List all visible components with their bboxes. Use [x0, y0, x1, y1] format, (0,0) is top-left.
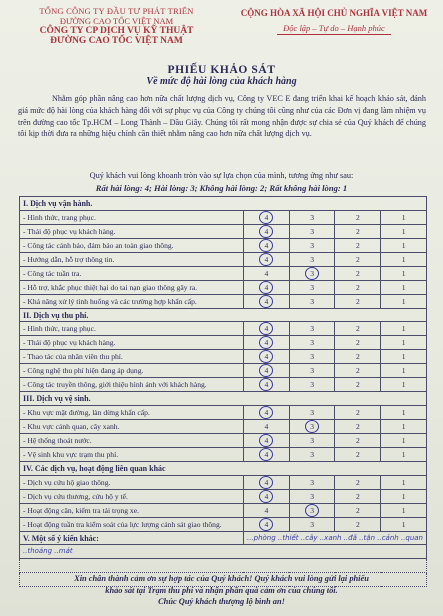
selected-rating-circle[interactable]: 4 — [259, 350, 273, 363]
selected-rating-circle[interactable]: 4 — [259, 253, 273, 266]
rating-cell[interactable] — [243, 434, 289, 448]
org-line-1: TỔNG CÔNG TY ĐẦU TƯ PHÁT TRIỂN — [39, 6, 194, 16]
survey-item-row — [20, 280, 427, 294]
rating-cell[interactable] — [243, 210, 289, 224]
opinion-handwriting-2[interactable]: ..thoáng ..mát — [20, 545, 427, 559]
rating-cell[interactable]: 3 — [289, 364, 335, 378]
instruction-text: Quý khách vui lòng khoanh tròn vào sự lựa chọn của mình, tương ứng như sau: — [89, 171, 354, 180]
nation-block — [229, 8, 439, 36]
rating-cell[interactable]: 2 — [335, 224, 381, 238]
rating-cell[interactable]: 2 — [335, 280, 381, 294]
rating-cell[interactable]: 4 — [243, 420, 289, 434]
rating-cell[interactable] — [243, 294, 289, 308]
rating-cell[interactable]: 3 — [289, 350, 335, 364]
footer-line-2: khảo sát tại Trạm thu phí và nhận phần quà cảm ơn của chúng tôi. — [105, 585, 338, 595]
rating-cell[interactable]: 1 — [381, 322, 427, 336]
rating-cell[interactable] — [289, 503, 335, 517]
rating-cell[interactable]: 2 — [335, 503, 381, 517]
survey-item-row — [20, 489, 427, 503]
rating-cell[interactable]: 3 — [289, 434, 335, 448]
rating-cell[interactable]: 1 — [381, 475, 427, 489]
rating-cell[interactable] — [243, 406, 289, 420]
survey-item-label: - Dịch vụ cứu thương, cứu hộ y tế. — [20, 489, 244, 503]
rating-cell[interactable]: 3 — [289, 280, 335, 294]
rating-cell[interactable]: 2 — [335, 350, 381, 364]
rating-cell[interactable]: 2 — [335, 448, 381, 462]
rating-cell[interactable] — [243, 336, 289, 350]
survey-table — [19, 196, 427, 587]
selected-rating-circle[interactable]: 3 — [305, 267, 319, 280]
rating-cell[interactable]: 3 — [289, 336, 335, 350]
survey-item-label: - Thái độ phục vụ khách hàng. — [20, 336, 244, 350]
rating-cell[interactable]: 3 — [289, 294, 335, 308]
footer-note — [0, 573, 443, 608]
survey-item-label: - Công tác tuần tra. — [20, 266, 244, 280]
rating-cell[interactable] — [289, 420, 335, 434]
rating-cell[interactable]: 2 — [335, 517, 381, 531]
rating-cell[interactable]: 1 — [381, 503, 427, 517]
rating-scale-legend: Rất hài lòng: 4; Hài lòng: 3; Không hài lòng: 2; Rất không hài lòng: 1 — [95, 183, 348, 193]
rating-cell[interactable] — [243, 238, 289, 252]
rating-cell[interactable]: 2 — [335, 406, 381, 420]
rating-cell[interactable] — [243, 517, 289, 531]
survey-item-label: - Công tác truyền thông, giới thiệu hình ảnh với khách hàng. — [20, 378, 244, 392]
survey-item-row — [20, 294, 427, 308]
survey-item-row — [20, 420, 427, 434]
rating-cell[interactable]: 4 — [243, 503, 289, 517]
rating-cell[interactable]: 1 — [381, 434, 427, 448]
rating-cell[interactable]: 3 — [289, 238, 335, 252]
nation-motto: Độc lập – Tự do – Hạnh phúc — [277, 23, 391, 35]
opinion-title: V. Một số ý kiến khác: — [20, 531, 244, 545]
opinion-blank-row — [20, 559, 427, 573]
survey-item-row — [20, 238, 427, 252]
survey-item-label: - Thao tác của nhân viên thu phí. — [20, 350, 244, 364]
section-header-row — [20, 197, 427, 211]
rating-cell[interactable] — [243, 252, 289, 266]
rating-cell[interactable]: 2 — [335, 475, 381, 489]
rating-cell[interactable]: 2 — [335, 252, 381, 266]
section-title: II. Dịch vụ thu phí. — [20, 308, 427, 322]
rating-cell[interactable]: 2 — [335, 294, 381, 308]
footer-line-3: Chúc Quý khách thượng lộ bình an! — [158, 597, 285, 606]
rating-cell[interactable]: 1 — [381, 252, 427, 266]
selected-rating-circle[interactable]: 4 — [259, 211, 273, 224]
opinion-handwriting-1[interactable]: ...phòng ..thiết ..cây ..xanh ..đã ..tận ..cảnh ..quan — [243, 531, 426, 545]
survey-item-row — [20, 322, 427, 336]
selected-rating-circle[interactable]: 4 — [259, 448, 273, 461]
opinion-line-row — [20, 545, 427, 559]
survey-item-label: - Công tác cảnh báo, đảm bảo an toàn giao thông. — [20, 238, 244, 252]
form-title-block — [0, 64, 443, 87]
rating-cell[interactable]: 2 — [335, 322, 381, 336]
selected-rating-circle[interactable]: 4 — [259, 476, 273, 489]
selected-rating-circle[interactable]: 4 — [259, 378, 273, 391]
selected-rating-circle[interactable]: 4 — [259, 434, 273, 447]
rating-cell[interactable]: 3 — [289, 210, 335, 224]
survey-item-row — [20, 252, 427, 266]
survey-item-label: - Hình thức, trang phục. — [20, 210, 244, 224]
survey-item-label: - Hoạt động tuần tra kiểm soát của lực lượng cảnh sát giao thông. — [20, 517, 244, 531]
selected-rating-circle[interactable]: 4 — [259, 322, 273, 335]
rating-cell[interactable]: 1 — [381, 224, 427, 238]
survey-item-row — [20, 448, 427, 462]
survey-item-label: - Hoạt động cân, kiểm tra tải trọng xe. — [20, 503, 244, 517]
selected-rating-circle[interactable]: 4 — [259, 490, 273, 503]
section-header-row — [20, 392, 427, 406]
survey-item-row — [20, 406, 427, 420]
survey-item-label: - Thái độ phục vụ khách hàng. — [20, 224, 244, 238]
rating-cell[interactable]: 2 — [335, 238, 381, 252]
rating-cell[interactable]: 3 — [289, 378, 335, 392]
survey-item-row — [20, 378, 427, 392]
survey-item-label: - Khả năng xử lý tình huống và các trường hợp khẩn cấp. — [20, 294, 244, 308]
rating-cell[interactable]: 2 — [335, 420, 381, 434]
survey-item-label: - Hệ thống thoát nước. — [20, 434, 244, 448]
survey-item-row — [20, 517, 427, 531]
survey-item-label: - Hỗ trợ, khắc phục thiệt hại do tai nạn giao thông gây ra. — [20, 280, 244, 294]
opinion-blank-line[interactable] — [20, 559, 427, 573]
rating-cell[interactable] — [243, 280, 289, 294]
nation-title: CỘNG HÒA XÃ HỘI CHỦ NGHĨA VIỆT NAM — [240, 8, 428, 18]
rating-cell[interactable]: 1 — [381, 489, 427, 503]
rating-cell[interactable]: 1 — [381, 294, 427, 308]
survey-item-row — [20, 350, 427, 364]
rating-cell[interactable]: 2 — [335, 489, 381, 503]
rating-cell[interactable]: 2 — [335, 210, 381, 224]
org-line-3: CÔNG TY CP DỊCH VỤ KỸ THUẬT — [39, 26, 194, 36]
rating-cell[interactable]: 2 — [335, 266, 381, 280]
survey-item-row — [20, 434, 427, 448]
rating-cell[interactable]: 3 — [289, 475, 335, 489]
survey-item-row — [20, 364, 427, 378]
selected-rating-circle[interactable]: 4 — [259, 406, 273, 419]
selected-rating-circle[interactable]: 4 — [259, 364, 273, 377]
selected-rating-circle[interactable]: 4 — [259, 518, 273, 531]
rating-cell[interactable]: 1 — [381, 378, 427, 392]
rating-cell[interactable]: 3 — [289, 322, 335, 336]
org-line-4: ĐƯỜNG CAO TỐC VIỆT NAM — [50, 36, 183, 46]
survey-item-label: - Hướng dẫn, hỗ trợ thông tin. — [20, 252, 244, 266]
rating-cell[interactable]: 3 — [289, 489, 335, 503]
rating-cell[interactable]: 1 — [381, 364, 427, 378]
section-header-row — [20, 308, 427, 322]
rating-cell[interactable]: 1 — [381, 336, 427, 350]
rating-cell[interactable]: 4 — [243, 266, 289, 280]
rating-cell[interactable]: 1 — [381, 517, 427, 531]
letterhead — [14, 6, 435, 58]
survey-item-row — [20, 266, 427, 280]
org-line-2: ĐƯỜNG CAO TỐC VIỆT NAM — [59, 16, 174, 26]
survey-item-label: - Dịch vụ cứu hộ giao thông. — [20, 475, 244, 489]
rating-cell[interactable] — [243, 224, 289, 238]
organization-block — [14, 6, 219, 46]
rating-cell[interactable]: 1 — [381, 266, 427, 280]
section-title: IV. Các dịch vụ, hoạt động liên quan khác — [20, 462, 427, 476]
rating-cell[interactable]: 1 — [381, 210, 427, 224]
rating-cell[interactable] — [243, 489, 289, 503]
rating-cell[interactable] — [243, 378, 289, 392]
section-title: III. Dịch vụ vệ sinh. — [20, 392, 427, 406]
survey-item-row — [20, 224, 427, 238]
section-title: I. Dịch vụ vận hành. — [20, 197, 427, 211]
rating-cell[interactable]: 1 — [381, 350, 427, 364]
selected-rating-circle[interactable]: 3 — [305, 504, 319, 517]
rating-cell[interactable] — [243, 364, 289, 378]
rating-cell[interactable]: 3 — [289, 517, 335, 531]
rating-cell[interactable]: 3 — [289, 406, 335, 420]
selected-rating-circle[interactable]: 4 — [259, 239, 273, 252]
footer-line-1: Xin chân thành cảm ơn sự hợp tác của Quý khách! Quý khách vui lòng gửi lại phiếu — [74, 574, 369, 583]
opinion-row — [20, 531, 427, 545]
selected-rating-circle[interactable]: 4 — [259, 336, 273, 349]
survey-item-label: - Khu vực cảnh quan, cây xanh. — [20, 420, 244, 434]
intro-paragraph: Nhằm góp phần nâng cao hơn nữa chất lượng dịch vụ, Công ty VEC E đang triển khai kế hoạch khảo sát, đánh giá mức độ hài lòng của khách hàng đối với sự phục vụ của Công ty chúng tôi cũng như của các Đơn vị đang làm nhiệm vụ trên đường cao tốc Tp.HCM – Long Thành – Dầu Giây. Chúng tôi rất mong nhận được sự chia sẻ của Quý khách để chúng tôi kịp thời đưa ra những hiệu chỉnh cần thiết nhằm nâng cao hơn nữa chất lượng dịch vụ. — [18, 94, 426, 139]
rating-cell[interactable]: 2 — [335, 336, 381, 350]
rating-cell[interactable] — [289, 266, 335, 280]
survey-item-row — [20, 503, 427, 517]
survey-item-row — [20, 336, 427, 350]
rating-cell[interactable]: 3 — [289, 252, 335, 266]
survey-item-row — [20, 210, 427, 224]
rating-cell[interactable]: 3 — [289, 224, 335, 238]
survey-item-label: - Vệ sinh khu vực trạm thu phí. — [20, 448, 244, 462]
section-header-row — [20, 462, 427, 476]
selected-rating-circle[interactable]: 3 — [305, 420, 319, 433]
rating-cell[interactable]: 1 — [381, 448, 427, 462]
survey-item-label: - Công nghệ thu phí hiện đang áp dụng. — [20, 364, 244, 378]
rating-cell[interactable]: 1 — [381, 280, 427, 294]
selected-rating-circle[interactable]: 4 — [259, 295, 273, 308]
rating-cell[interactable] — [243, 350, 289, 364]
rating-cell[interactable]: 2 — [335, 434, 381, 448]
rating-cell[interactable]: 2 — [335, 378, 381, 392]
rating-cell[interactable]: 1 — [381, 420, 427, 434]
rating-cell[interactable] — [243, 448, 289, 462]
rating-cell[interactable]: 3 — [289, 448, 335, 462]
selected-rating-circle[interactable]: 4 — [259, 225, 273, 238]
survey-item-label: - Hình thức, trang phục. — [20, 322, 244, 336]
form-title: PHIẾU KHẢO SÁT — [167, 64, 276, 76]
rating-cell[interactable]: 1 — [381, 238, 427, 252]
selected-rating-circle[interactable]: 4 — [259, 281, 273, 294]
form-subtitle: Về mức độ hài lòng của khách hàng — [146, 76, 297, 87]
rating-cell[interactable]: 2 — [335, 364, 381, 378]
rating-cell[interactable] — [243, 475, 289, 489]
rating-cell[interactable]: 1 — [381, 406, 427, 420]
rating-cell[interactable] — [243, 322, 289, 336]
survey-item-label: - Khu vực mặt đường, làn dừng khẩn cấp. — [20, 406, 244, 420]
survey-item-row — [20, 475, 427, 489]
